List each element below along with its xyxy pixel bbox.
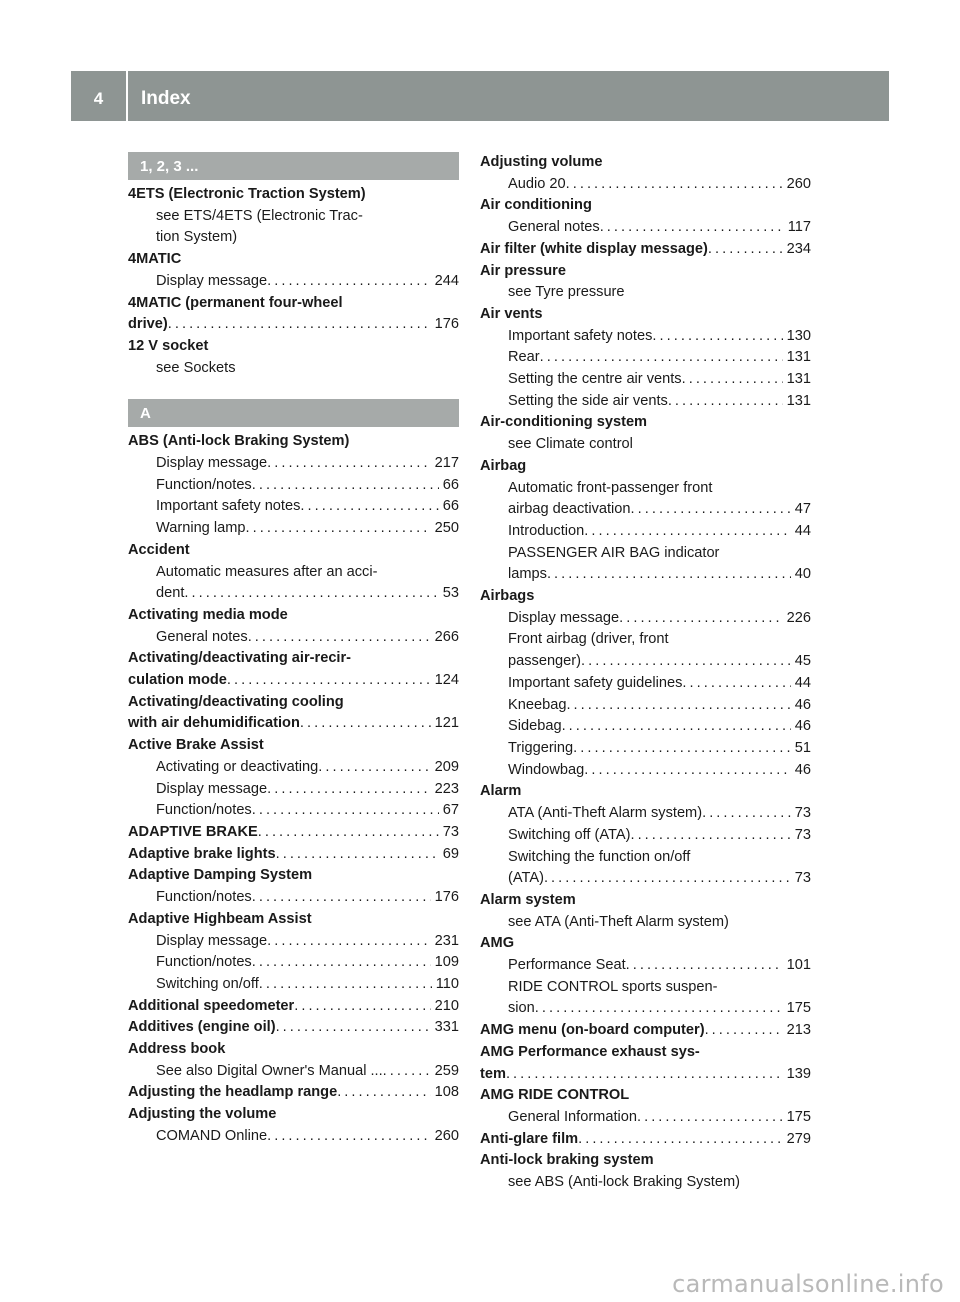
page-header <box>71 71 889 121</box>
index-subentry: Switching the function on/off <box>508 848 691 865</box>
index-heading: 4ETS (Electronic Traction System) <box>128 186 366 202</box>
index-entry: Display message . . . 226 <box>480 608 811 630</box>
index-heading: Adaptive Highbeam Assist <box>128 910 312 927</box>
index-heading: Airbag <box>480 457 527 474</box>
index-heading: Air vents <box>480 305 543 322</box>
index-entry: Important safety notes . . . 66 <box>128 496 459 518</box>
index-entry: Sidebag . . . 46 <box>480 716 811 738</box>
index-entry: Introduction . . . 44 <box>480 521 811 543</box>
index-entry: Function/notes . . . 67 <box>128 800 459 822</box>
index-entry: (ATA) . . . 73 <box>480 868 811 890</box>
index-heading: Air pressure <box>480 262 566 279</box>
index-column-right <box>480 152 811 1194</box>
index-heading: AMG RIDE CONTROL <box>480 1087 630 1104</box>
index-entry: Function/notes . . . 176 <box>128 887 459 909</box>
index-heading: 4MATIC (permanent four-wheel <box>128 294 343 311</box>
index-see-ref: see ATA (Anti-Theft Alarm system) <box>508 913 729 930</box>
index-entry: Display message . . . 223 <box>128 779 459 801</box>
index-entry: General notes . . . 117 <box>480 217 811 239</box>
index-heading: Alarm system <box>480 891 576 908</box>
index-entry: Switching on/off . . . 110 <box>128 974 459 996</box>
index-see-ref: tion System) <box>156 229 238 246</box>
index-entry: Additional speedometer . . . 210 <box>128 996 459 1018</box>
index-heading: Active Brake Assist <box>128 737 264 754</box>
index-entry: Switching off (ATA) . . . 73 <box>480 825 811 847</box>
index-subentry: Automatic measures after an acci- <box>156 563 378 580</box>
index-entry: COMAND Online . . . 260 <box>128 1126 459 1148</box>
index-entry: See also Digital Owner's Manual ... . . . 259 <box>128 1061 459 1083</box>
index-entry: Setting the centre air vents . . . 131 <box>480 369 811 391</box>
index-heading: AMG <box>480 935 515 952</box>
index-see-ref: see Climate control <box>508 436 633 453</box>
index-see-ref: see Sockets <box>156 359 236 376</box>
index-entry: culation mode . . . 124 <box>128 670 459 692</box>
index-entry: airbag deactivation . . . 47 <box>480 499 811 521</box>
page-number: 4 <box>93 89 104 108</box>
index-subentry: Automatic front-passenger front <box>508 479 713 496</box>
index-entry: General Information . . . 175 <box>480 1107 811 1129</box>
index-heading: Anti-lock braking system <box>480 1152 654 1169</box>
header-divider <box>126 71 128 121</box>
index-entry: drive) . . . 176 <box>128 314 459 336</box>
page-title: Index <box>141 88 191 109</box>
index-subentry: PASSENGER AIR BAG indicator <box>508 544 720 561</box>
index-heading: Activating/deactivating cooling <box>128 693 344 710</box>
index-entry: Adaptive brake lights . . . 69 <box>128 844 459 866</box>
index-entry: ADAPTIVE BRAKE . . . 73 <box>128 822 459 844</box>
index-heading: Air-conditioning system <box>480 414 648 431</box>
index-subentry: RIDE CONTROL sports suspen- <box>508 978 718 995</box>
index-entry: with air dehumidification . . . 121 <box>128 713 459 735</box>
index-heading: Adaptive Damping System <box>128 867 313 884</box>
index-entry: AMG menu (on-board computer) . . . 213 <box>480 1020 811 1042</box>
index-entry: Windowbag . . . 46 <box>480 760 811 782</box>
index-entry: sion . . . 175 <box>480 998 811 1020</box>
index-see-ref: see ABS (Anti-lock Braking System) <box>508 1174 740 1191</box>
index-heading: Airbags <box>480 588 535 605</box>
index-heading: Address book <box>128 1041 226 1058</box>
index-entry: Function/notes . . . 66 <box>128 475 459 497</box>
index-heading: 12 V socket <box>128 337 209 354</box>
index-entry: ATA (Anti-Theft Alarm system) . . . 73 <box>480 803 811 825</box>
index-see-ref: see Tyre pressure <box>508 284 625 301</box>
index-entry: Additives (engine oil) . . . 331 <box>128 1017 459 1039</box>
index-entry: Rear . . . 131 <box>480 347 811 369</box>
index-entry: General notes . . . 266 <box>128 627 459 649</box>
index-subentry: Front airbag (driver, front <box>508 631 669 648</box>
index-entry: Setting the side air vents . . . 131 <box>480 391 811 413</box>
index-entry: dent . . . 53 <box>128 583 459 605</box>
index-heading: Activating/deactivating air-recir- <box>128 650 352 667</box>
index-heading: ABS (Anti-lock Braking System) <box>128 433 350 450</box>
watermark: carmanualsonline.info <box>672 1270 944 1298</box>
index-heading: AMG Performance exhaust sys- <box>480 1043 700 1060</box>
index-entry: Activating or deactivating . . . 209 <box>128 757 459 779</box>
index-entry: lamps . . . 40 <box>480 564 811 586</box>
index-entry: Kneebag . . . 46 <box>480 695 811 717</box>
index-entry: Display message . . . 244 <box>128 271 459 293</box>
index-entry: Performance Seat . . . 101 <box>480 955 811 977</box>
index-heading: Alarm <box>480 783 522 800</box>
index-heading: Adjusting the volume <box>128 1106 277 1123</box>
index-entry: passenger) . . . 45 <box>480 651 811 673</box>
section-header-a: A <box>128 399 459 427</box>
index-heading: Activating media mode <box>128 606 288 623</box>
index-see-ref: see ETS/4ETS (Electronic Trac- <box>156 207 363 224</box>
section-header-numbers: 1, 2, 3 ... <box>128 152 459 180</box>
index-entry: Display message . . . 217 <box>128 453 459 475</box>
index-heading: 4MATIC <box>128 251 182 268</box>
index-entry: tem . . . 139 <box>480 1064 811 1086</box>
index-entry: Function/notes . . . 109 <box>128 952 459 974</box>
index-entry: Warning lamp . . . 250 <box>128 518 459 540</box>
index-heading: Adjusting volume <box>480 154 603 170</box>
index-column-left <box>128 152 459 1148</box>
index-entry: Important safety notes . . . 130 <box>480 326 811 348</box>
index-entry: Anti-glare film . . . 279 <box>480 1129 811 1151</box>
index-entry: Adjusting the headlamp range . . . 108 <box>128 1082 459 1104</box>
index-entry: Air filter (white display message) . . . 234 <box>480 239 811 261</box>
index-entry: Important safety guidelines . . . 44 <box>480 673 811 695</box>
index-heading: Air conditioning <box>480 197 592 214</box>
index-entry: Triggering . . . 51 <box>480 738 811 760</box>
index-entry: Audio 20 . . . 260 <box>480 174 811 196</box>
index-entry: Display message . . . 231 <box>128 931 459 953</box>
index-heading: Accident <box>128 541 190 558</box>
